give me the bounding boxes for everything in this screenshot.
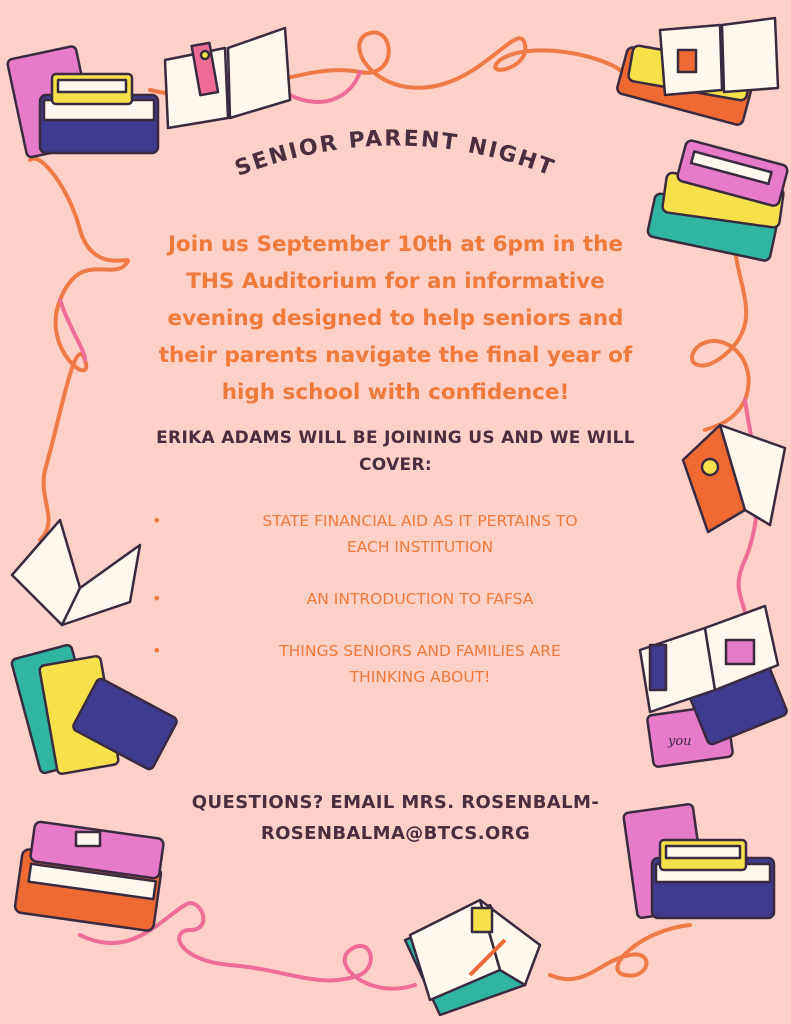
book-label: you (668, 734, 692, 749)
book-stack-top-left (7, 46, 158, 158)
topic-item (150, 586, 670, 612)
open-book-top (165, 28, 290, 128)
bullet-icon: • (152, 641, 162, 660)
topic-item (150, 638, 670, 690)
svg-text:SENIOR PARENT NIGHT (232, 126, 559, 181)
book-stack-top-right (616, 18, 778, 126)
contact-line: QUESTIONS? EMAIL MRS. ROSENBALM- (191, 792, 600, 813)
open-book-bottom (405, 900, 540, 1015)
topic-line: EACH INSTITUTION (346, 538, 494, 556)
topic-line: AN INTRODUCTION TO FAFSA (306, 590, 534, 608)
topic-line: STATE FINANCIAL AID AS IT PERTAINS TO (262, 512, 578, 530)
intro-line: high school with confidence! (221, 380, 570, 405)
intro-line: their parents navigate the final year of (158, 343, 633, 368)
topic-item (150, 508, 670, 560)
speaker-line: ERIKA ADAMS WILL BE JOINING US AND WE WILL (156, 428, 635, 448)
speaker-line: COVER: (359, 455, 432, 475)
contact-info (100, 787, 691, 849)
contact-email[interactable]: ROSENBALMA@BTCS.ORG (260, 823, 531, 844)
topic-line: THINKING ABOUT! (349, 668, 491, 686)
bullet-icon: • (152, 511, 162, 530)
page-title-text: SENIOR PARENT NIGHT (231, 126, 559, 182)
bullet-icon: • (152, 589, 162, 608)
topic-list (150, 508, 670, 716)
intro-line: evening designed to help seniors and (167, 306, 624, 331)
topic-line: THINGS SENIORS AND FAMILIES ARE (279, 642, 561, 660)
intro-line: Join us September 10th at 6pm in the (167, 232, 624, 257)
speaker-heading (80, 425, 711, 479)
open-book-left (12, 520, 140, 625)
event-intro (110, 226, 681, 411)
page-title (180, 118, 610, 208)
intro-line: THS Auditorium for an informative (186, 269, 605, 294)
